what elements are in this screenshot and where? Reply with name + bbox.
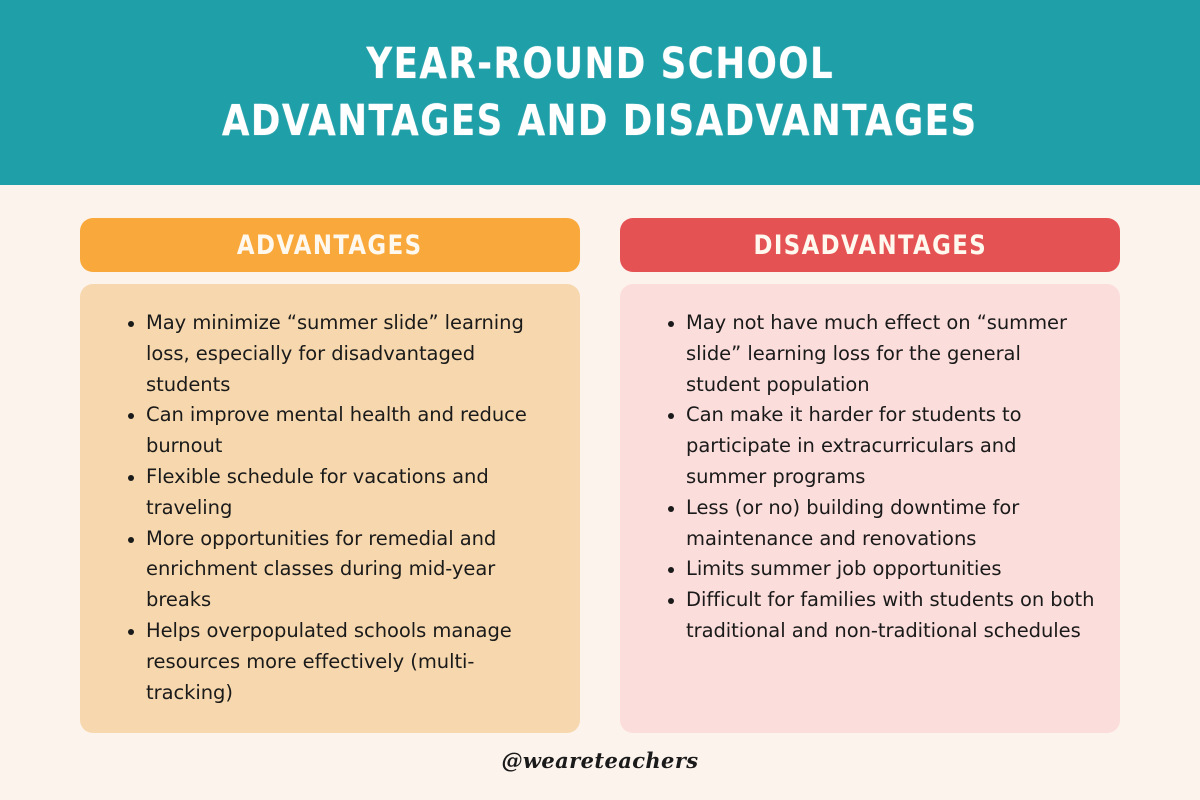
disadvantages-heading-label: DISADVANTAGES — [753, 229, 987, 261]
comparison-columns — [80, 218, 1120, 733]
page-title-line-2: ADVANTAGES AND DISADVANTAGES — [222, 95, 978, 146]
disadvantages-column — [620, 218, 1120, 733]
advantages-heading-label: ADVANTAGES — [237, 229, 423, 261]
header-banner — [0, 0, 1200, 185]
disadvantages-list — [642, 308, 1098, 647]
list-item: Limits summer job opportunities — [642, 554, 1098, 585]
advantages-column — [80, 218, 580, 733]
list-item: Helps overpopulated schools manage resources more effectively (multi-tracking) — [102, 616, 558, 708]
page-title-line-1: YEAR-ROUND SCHOOL — [366, 38, 834, 89]
list-item: Less (or no) building downtime for maintenance and renovations — [642, 493, 1098, 555]
advantages-card — [80, 284, 580, 733]
list-item: Difficult for families with students on both traditional and non-traditional schedules — [642, 585, 1098, 647]
list-item: Can improve mental health and reduce burnout — [102, 400, 558, 462]
disadvantages-card — [620, 284, 1120, 733]
disadvantages-heading-pill — [620, 218, 1120, 272]
list-item: More opportunities for remedial and enrichment classes during mid-year breaks — [102, 524, 558, 616]
list-item: May not have much effect on “summer slide” learning loss for the general student population — [642, 308, 1098, 400]
attribution-credit: @weareteachers — [501, 748, 699, 773]
list-item: May minimize “summer slide” learning loss, especially for disadvantaged students — [102, 308, 558, 400]
list-item: Flexible schedule for vacations and traveling — [102, 462, 558, 524]
advantages-heading-pill — [80, 218, 580, 272]
list-item: Can make it harder for students to participate in extracurriculars and summer programs — [642, 400, 1098, 492]
advantages-list — [102, 308, 558, 708]
